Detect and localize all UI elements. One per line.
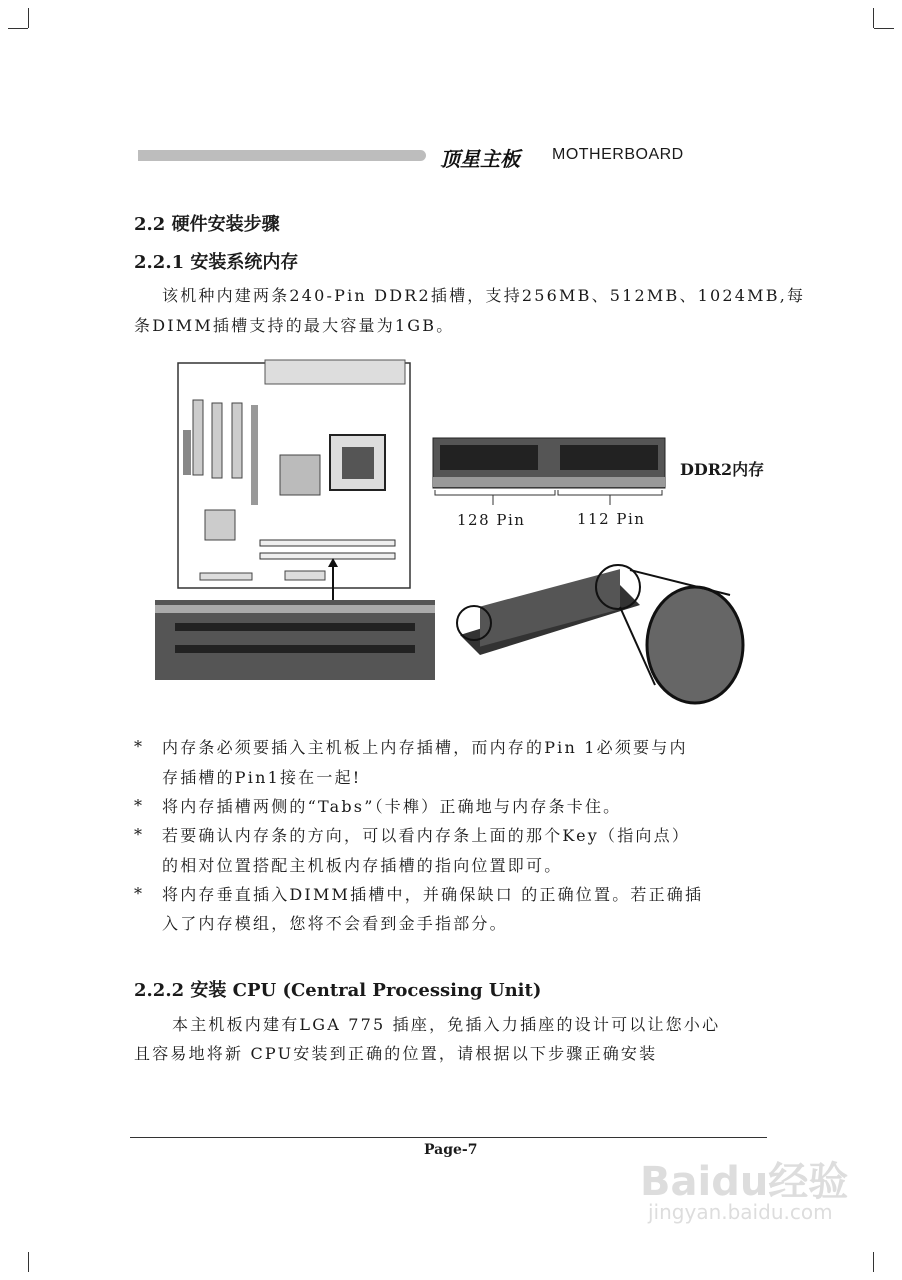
bullet-line: 内存条必须要插入主机板上内存插槽，而内存的Pin 1必须要与内 [162,738,688,757]
subsection-title: 2.2.1 安装系统内存 [134,252,299,273]
paragraph-line: 且容易地将新 CPU安装到正确的位置，请根据以下步骤正确安装 [134,1044,658,1063]
bullet-line: 将内存垂直插入DIMM插槽中，并确保缺口 的正确位置。若正确插 [162,885,704,904]
header-subtitle: MOTHERBOARD [552,146,684,163]
crop-mark [8,28,28,29]
ddr2-label: DDR2内存 [680,460,765,479]
paragraph-line: 条DIMM插槽支持的最大容量为1GB。 [134,316,455,335]
bullet-line: 存插槽的Pin1接在一起! [162,768,362,787]
pin-count-right: 112 Pin [577,510,646,528]
header-bar [138,150,426,161]
crop-mark [873,8,874,28]
motherboard-diagram [178,360,410,605]
bullet-line: 的相对位置搭配主机板内存插槽的指向位置即可。 [162,856,563,875]
memory-installation-figure [150,355,760,705]
bullet-mark: * [134,796,142,815]
bullet-mark: * [134,737,142,756]
section-title: 2.2 硬件安装步骤 [134,214,280,235]
module-insertion-photo [457,565,743,703]
subsection-title: 2.2.2 安装 CPU (Central Processing Unit) [134,980,542,1001]
dimm-slot-photo [155,600,435,680]
crop-mark [28,1252,29,1272]
watermark-logo: Baidu经验 [640,1159,849,1205]
brand-logo: 顶星主板 [440,147,520,171]
bullet-line: 入了内存模组，您将不会看到金手指部分。 [162,914,508,933]
bullet-line: 若要确认内存条的方向，可以看内存条上面的那个Key（指向点） [162,826,691,845]
paragraph-line: 本主机板内建有LGA 775 插座，免插入力插座的设计可以让您小心 [172,1015,721,1034]
bullet-mark: * [134,884,142,903]
crop-mark [874,28,894,29]
bullet-line: 将内存插槽两侧的“Tabs”（卡榫）正确地与内存条卡住。 [162,797,622,816]
crop-mark [28,8,29,28]
ddr2-module [433,438,665,505]
crop-mark [873,1252,874,1272]
bullet-mark: * [134,825,142,844]
footer-divider [130,1137,767,1138]
watermark-url: jingyan.baidu.com [648,1200,833,1224]
pin-count-left: 128 Pin [457,511,526,529]
paragraph-line: 该机种内建两条240-Pin DDR2插槽，支持256MB、512MB、1024MB,每 [162,286,806,305]
page-number: Page-7 [424,1142,478,1158]
